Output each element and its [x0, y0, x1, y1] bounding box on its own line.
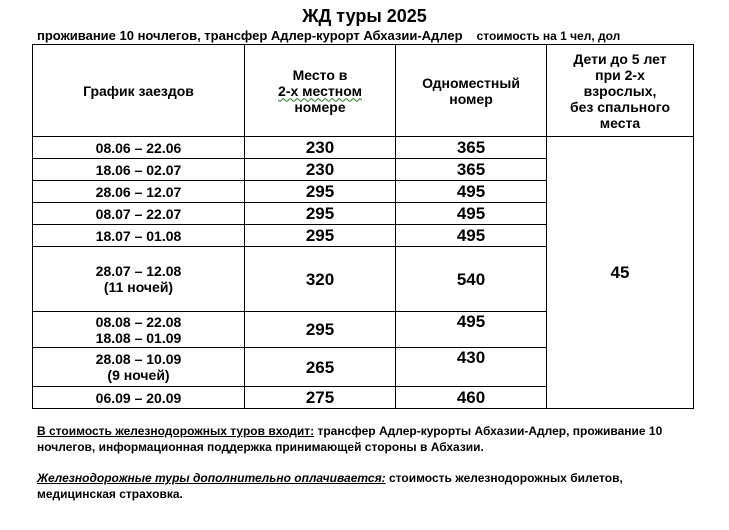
row-single-price: 460 [396, 387, 547, 409]
row-date-line1: 28.08 – 10.09 [95, 351, 182, 367]
row-double-price: 295 [245, 181, 396, 203]
row-date-line1: 08.08 – 22.08 [95, 313, 182, 330]
row-single-price: 495 [396, 225, 547, 247]
header-single-line1: Одноместный [422, 74, 520, 91]
header-double-line2: 2-х местном [278, 82, 362, 99]
row-single-price: 495 [396, 181, 547, 203]
header-single-line2: номер [449, 90, 493, 107]
header-double [245, 45, 396, 137]
row-date-line1: 28.07 – 12.08 [95, 263, 182, 279]
row-single-price: 365 [396, 137, 547, 159]
page-title: ЖД туры 2025 [302, 6, 427, 26]
row-single-price: 495 [396, 312, 547, 348]
header-double-line3: номере [294, 98, 346, 115]
row-single-price: 365 [396, 159, 547, 181]
row-date: 08.06 – 22.06 [33, 137, 245, 159]
row-double-price: 295 [245, 203, 396, 225]
header-kids-line3: взрослых, [583, 82, 657, 99]
row-date: 18.07 – 01.08 [33, 225, 245, 247]
header-double-line1: Место в [292, 66, 348, 83]
extra-text: стоимость железнодорожных билетов, медицинская страховка. [37, 471, 623, 501]
row-single-price: 540 [396, 247, 547, 312]
table-row [33, 137, 694, 159]
row-date: 18.06 – 02.07 [33, 159, 245, 181]
cost-note: стоимость на 1 чел, дол [476, 29, 621, 43]
header-kids-line5: места [599, 114, 641, 131]
subtitle-text: проживание 10 ночлегов, трансфер Адлер-курорт Абхазии-Адлер [37, 28, 463, 43]
header-schedule: График заездов [33, 45, 245, 137]
row-date: 08.07 – 22.07 [33, 203, 245, 225]
row-date [33, 312, 245, 348]
row-date-line2: (9 ночей) [107, 367, 170, 383]
included-text: трансфер Адлер-курорты Абхазии-Адлер, проживание 10 ночлегов, информационная поддержка принимающей стороны в Абхазии. [37, 424, 663, 454]
row-single-price: 430 [396, 348, 547, 387]
included-label: В стоимость железнодорожных туров входит: [37, 424, 315, 438]
row-double-price: 295 [245, 225, 396, 247]
kids-price: 45 [547, 137, 694, 409]
row-double-price: 275 [245, 387, 396, 409]
row-date-line2: (11 ночей) [103, 279, 174, 295]
header-kids [547, 45, 694, 137]
table-header-row [33, 45, 694, 137]
row-date: 28.06 – 12.07 [33, 181, 245, 203]
row-double-price: 320 [245, 247, 396, 312]
header-kids-line1: Дети до 5 лет [573, 50, 667, 67]
row-date-line2: 18.08 – 01.09 [95, 329, 182, 346]
extra-note [37, 470, 687, 502]
row-double-price: 265 [245, 348, 396, 387]
row-date [33, 247, 245, 312]
row-date: 06.09 – 20.09 [33, 387, 245, 409]
row-double-price: 295 [245, 312, 396, 348]
extra-label: Железнодорожные туры дополнительно оплачивается: [37, 471, 386, 485]
header-kids-line4: без спального [569, 98, 671, 115]
row-date [33, 348, 245, 387]
subtitle [37, 28, 620, 44]
header-kids-line2: при 2-х [595, 66, 645, 83]
header-single [396, 45, 547, 137]
row-single-price: 495 [396, 203, 547, 225]
row-double-price: 230 [245, 159, 396, 181]
tours-table [32, 44, 694, 409]
row-double-price: 230 [245, 137, 396, 159]
included-note [37, 423, 687, 455]
